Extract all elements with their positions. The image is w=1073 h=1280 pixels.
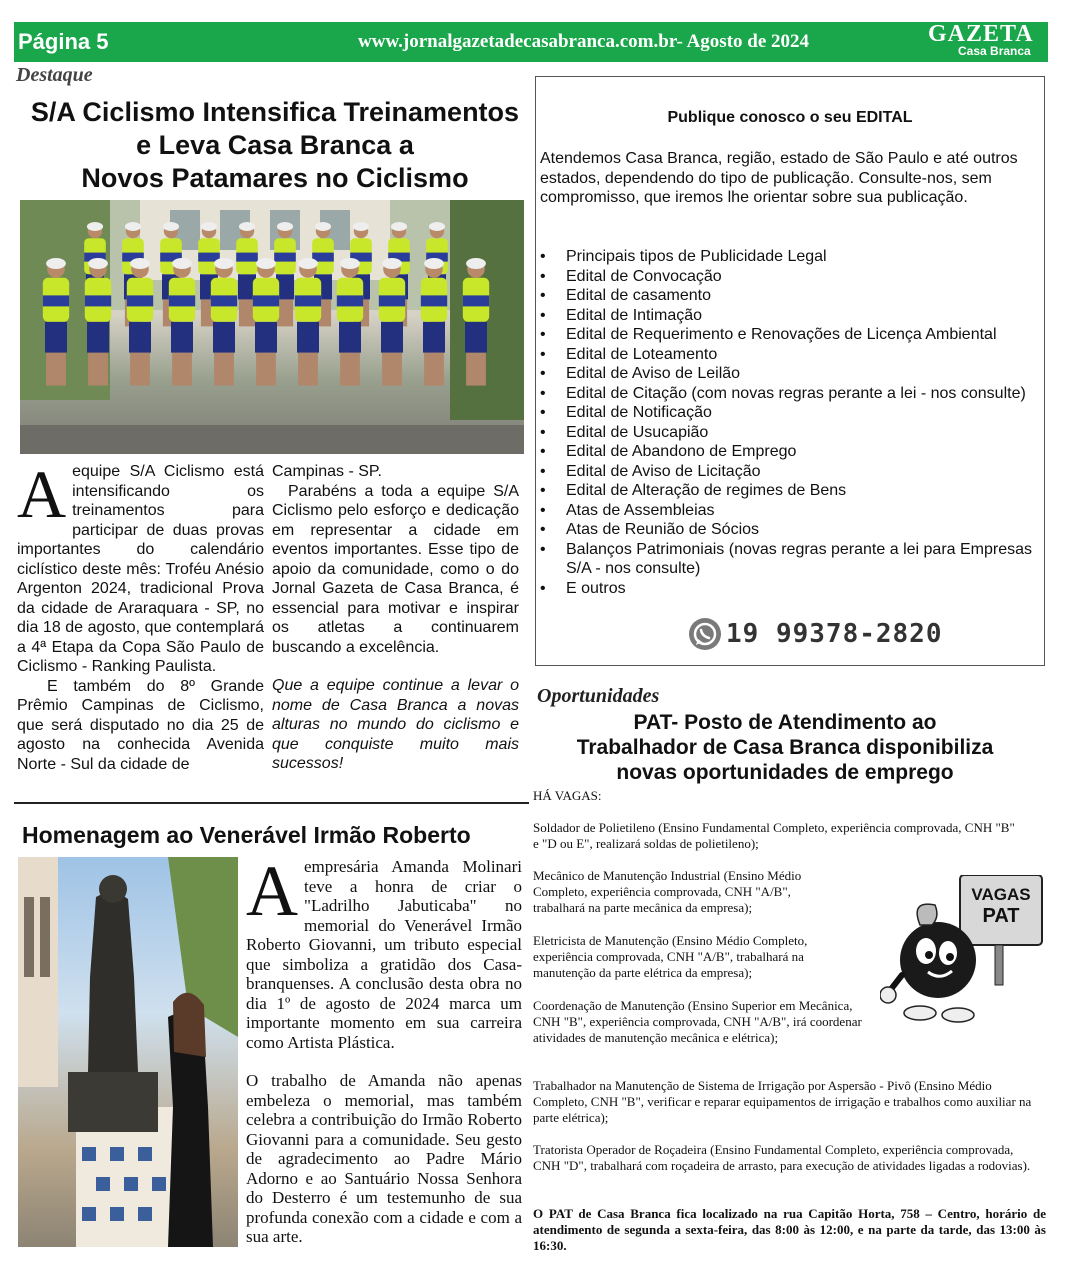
cyclist-figure bbox=[466, 353, 486, 386]
cyclist-figure bbox=[340, 258, 360, 269]
edital-list-item: • Edital de Notificação bbox=[540, 403, 1040, 423]
cyclist-figure bbox=[201, 222, 217, 231]
cyclist-figure bbox=[466, 258, 486, 269]
edital-list-item: • Edital de casamento bbox=[540, 286, 1040, 306]
cyclist-figure bbox=[214, 258, 234, 269]
cyclist-figure bbox=[353, 222, 369, 231]
edital-list-item: • Edital de Convocação bbox=[540, 267, 1040, 287]
cycling-paragraph-1: equipe S/A Ciclismo está intensificando os treinamentos para participar de duas provas importantes do calendário ciclístico deste mês: Troféu Anésio Argenton 2024, tradicional Prova da cidade de Araraquara - SP, no dia 18 de agosto, que contemplará a 4ª Etapa da Copa São Paulo de Ciclismo - Ranking Paulista. bbox=[17, 463, 264, 675]
ha-vagas-label: HÁ VAGAS: bbox=[533, 788, 602, 803]
page-header bbox=[14, 22, 1048, 62]
cyclist-figure bbox=[381, 322, 403, 353]
cyclist-figure bbox=[239, 222, 255, 231]
dropcap: A bbox=[246, 851, 298, 931]
cyclist-figure bbox=[298, 258, 318, 269]
edital-title: Publique conosco o seu EDITAL bbox=[667, 109, 913, 126]
edital-list-item: • Atas de Reunião de Sócios bbox=[540, 520, 1040, 540]
headline-line: e Leva Casa Branca a bbox=[136, 130, 414, 160]
homenagem-article bbox=[246, 851, 522, 1247]
edital-list-item: • Edital de Abandono de Emprego bbox=[540, 442, 1040, 462]
cyclist-figure bbox=[46, 258, 66, 269]
headline-line: PAT- Posto de Atendimento ao bbox=[633, 711, 937, 734]
cyclist-figure bbox=[339, 322, 361, 353]
memorial-illustration bbox=[18, 857, 238, 1247]
edital-list-item: • Atas de Assembleias bbox=[540, 501, 1040, 521]
cyclist-figure bbox=[463, 295, 489, 306]
cyclist-figure bbox=[340, 353, 360, 386]
edital-list-item: • Edital de Aviso de Licitação bbox=[540, 462, 1040, 482]
job-listing: Soldador de Polietileno (Ensino Fundamental Completo, experiência comprovada, CNH "B" e "D ou E", realizará soldas de polietileno); bbox=[533, 820, 1015, 851]
edital-list-item: • Principais tipos de Publicidade Legal bbox=[540, 247, 1040, 267]
logo-sub: Casa Branca bbox=[958, 44, 1031, 58]
cyclist-figure bbox=[172, 353, 192, 386]
cyclist-figure bbox=[277, 299, 293, 326]
cycling-closing-quote: Que a equipe continue a levar o nome de Casa Branca a novas alturas no mundo do ciclismo e que conquiste muito mais sucessos! bbox=[272, 677, 519, 772]
edital-list-item: • Edital de Requerimento e Renovações de Licença Ambiental bbox=[540, 325, 1040, 345]
edital-list-item: • Edital de Loteamento bbox=[540, 345, 1040, 365]
section-divider bbox=[14, 802, 529, 804]
cyclist-figure bbox=[213, 322, 235, 353]
cyclist-figure bbox=[88, 353, 108, 386]
edital-list-item: • Edital de Alteração de regimes de Bens bbox=[540, 481, 1040, 501]
headline-line: Novos Patamares no Ciclismo bbox=[81, 163, 469, 193]
cyclist-figure bbox=[421, 295, 447, 306]
cyclist-figure bbox=[423, 322, 445, 353]
section-label-destaque: Destaque bbox=[16, 64, 93, 86]
cyclist-figure bbox=[130, 258, 150, 269]
cyclist-figure bbox=[87, 222, 103, 231]
memorial-photo bbox=[18, 857, 238, 1247]
cyclist-figure bbox=[211, 295, 237, 306]
site-date-line[interactable]: www.jornalgazetadecasabranca.com.br- Agosto de 2024 bbox=[358, 31, 810, 52]
cyclist-figure bbox=[297, 322, 319, 353]
edital-intro: Atendemos Casa Branca, região, estado de São Paulo e até outros estados, dependendo do tipo de publicação. Consulte-nos, sem compromisso, que iremos lhe orientar sobre sua publicação. bbox=[540, 150, 1018, 206]
cyclist-figure bbox=[236, 253, 258, 262]
cyclist-figure bbox=[127, 295, 153, 306]
cyclist-figure bbox=[274, 253, 296, 262]
cyclist-figure bbox=[256, 258, 276, 269]
job-listing: Coordenação de Manutenção (Ensino Superior em Mecânica, CNH "B", experiência comprovada, CNH "A/B", irá coordenar atividades de manutenção mecânica e elétrica); bbox=[533, 998, 862, 1045]
cyclist-figure bbox=[337, 295, 363, 306]
cyclist-figure bbox=[169, 295, 195, 306]
pat-headline bbox=[532, 710, 1038, 785]
cyclist-figure bbox=[379, 295, 405, 306]
edital-list bbox=[540, 247, 1040, 598]
cycling-paragraph-3: Campinas - SP. bbox=[272, 463, 382, 480]
cycling-paragraph-4: Parabéns a toda a equipe S/A Ciclismo pelo esforço e dedicação em representar a cidade em eventos importantes. Esse tipo de apoio da comunidade, como o do Jornal Gazeta de Casa Branca, é essencial para motivar e inspirar os atletas a continuarem buscando a excelência. bbox=[272, 482, 519, 656]
cyclist-figure bbox=[239, 299, 255, 326]
section-label-oportunidades: Oportunidades bbox=[537, 685, 660, 707]
cycling-article-col2 bbox=[272, 462, 519, 774]
dropcap: A bbox=[17, 456, 67, 532]
headline-line: S/A Ciclismo Intensifica Treinamentos bbox=[30, 97, 520, 127]
cyclist-figure bbox=[255, 322, 277, 353]
cyclist-figure bbox=[130, 353, 150, 386]
page-number: Página 5 bbox=[18, 29, 109, 54]
cyclist-figure bbox=[298, 353, 318, 386]
cyclist-figure bbox=[87, 322, 109, 353]
cyclist-figure bbox=[295, 295, 321, 306]
cyclist-figure bbox=[171, 322, 193, 353]
cyclist-figure bbox=[382, 353, 402, 386]
cycling-headline bbox=[18, 96, 532, 195]
edital-list-item: • Edital de Intimação bbox=[540, 306, 1040, 326]
homenagem-paragraph-2: O trabalho de Amanda não apenas embeleza o memorial, mas também celebra a contribuição do Irmão Roberto Giovanni para a comunidade. Seu gesto de agradecimento ao Padre Mário Adorno e ao Santuário Nossa Senhora do Desterro é um testemunho de sua profunda conexão com a cidade e com a sua arte. bbox=[246, 1071, 522, 1246]
phone-number: 19 99378-2820 bbox=[726, 619, 943, 649]
newspaper-logo bbox=[918, 22, 1048, 62]
edital-list-item: • Balanços Patrimoniais (novas regras perante a lei para Empresas S/A - nos consulte) bbox=[540, 540, 1040, 579]
cyclist-figure bbox=[315, 222, 331, 231]
job-listing: Mecânico de Manutenção Industrial (Ensino Médio Completo, experiência comprovada, CNH "A/B", trabalhará na parte mecânica da empresa); bbox=[533, 868, 802, 915]
cyclist-figure bbox=[424, 353, 444, 386]
cyclist-figure bbox=[129, 322, 151, 353]
logo-main: GAZETA bbox=[928, 21, 1034, 47]
cyclist-figure bbox=[88, 258, 108, 269]
cyclist-figure bbox=[277, 222, 293, 231]
cycling-team-illustration bbox=[20, 200, 524, 454]
cyclist-figure bbox=[424, 258, 444, 269]
homenagem-paragraph-1: empresária Amanda Molinari teve a honra de criar o "Ladrilho Jabuticaba" no memorial do Venerável Irmão Roberto Giovanni, um tributo especial que simboliza a gratidão dos Casa-branquenses. A conclusão desta obra no dia 1º de agosto de 2024 marca um importante momento em sua carreira como Artista Plástica. bbox=[246, 857, 522, 1052]
job-listing: Eletricista de Manutenção (Ensino Médio Completo, experiência comprovada, CNH "A/B", trabalhará na manutenção da parte elétrica da empresa); bbox=[533, 933, 808, 980]
edital-list-item: • Edital de Usucapião bbox=[540, 423, 1040, 443]
headline-line: novas oportunidades de emprego bbox=[616, 761, 954, 784]
pat-sign-text: PAT bbox=[982, 905, 1020, 927]
cycling-paragraph-2: E também do 8º Grande Prêmio Campinas de Ciclismo, que será disputado no dia 25 de agosto na conhecida Avenida Norte - Sul da cidade de bbox=[17, 677, 264, 773]
cyclist-figure bbox=[382, 258, 402, 269]
cyclist-figure bbox=[256, 353, 276, 386]
cyclist-figure bbox=[43, 295, 69, 306]
cyclist-figure bbox=[391, 222, 407, 231]
whatsapp-icon bbox=[688, 617, 722, 651]
cyclist-figure bbox=[163, 222, 179, 231]
job-listing: Tratorista Operador de Roçadeira (Ensino Fundamental Completo, experiência comprovada, CNH "D", trabalhará com roçadeira de arrasto, para execução de atividades ligadas a rodovias). bbox=[533, 1142, 1031, 1173]
pat-address-hours: O PAT de Casa Branca fica localizado na rua Capitão Horta, 758 – Centro, horário de atendimento de segunda a sexta-feira, das 8:00 às 12:00, e na parte da tarde, das 13:00 às 16:30. bbox=[533, 1206, 1046, 1253]
cyclist-figure bbox=[253, 295, 279, 306]
cyclist-figure bbox=[45, 322, 67, 353]
edital-advertisement bbox=[535, 76, 1045, 666]
cycling-article-col1 bbox=[17, 456, 264, 774]
vagas-sign-text: VAGAS bbox=[971, 885, 1031, 904]
headline-line: Trabalhador de Casa Branca disponibiliza bbox=[576, 736, 994, 759]
cycling-team-photo bbox=[20, 200, 524, 454]
edital-list-item: • E outros bbox=[540, 579, 1040, 599]
cyclist-figure bbox=[214, 353, 234, 386]
cyclist-figure bbox=[465, 322, 487, 353]
cyclist-figure bbox=[429, 222, 445, 231]
job-listing: Trabalhador na Manutenção de Sistema de Irrigação por Aspersão - Pivô (Ensino Médio Completo, CNH "B", verificar e reparar equipamentos de irrigação e trabalhos como auxiliar na parte elétrica); bbox=[533, 1078, 1032, 1125]
edital-list-item: • Edital de Citação (com novas regras perante a lei - nos consulte) bbox=[540, 384, 1040, 404]
cyclist-figure bbox=[46, 353, 66, 386]
whatsapp-contact[interactable] bbox=[688, 617, 943, 651]
cyclist-figure bbox=[125, 222, 141, 231]
pat-mascot-illustration bbox=[880, 875, 1050, 1025]
cyclist-figure bbox=[85, 295, 111, 306]
cyclist-figure bbox=[172, 258, 192, 269]
homenagem-headline: Homenagem ao Venerável Irmão Roberto bbox=[22, 822, 471, 848]
edital-list-item: • Edital de Aviso de Leilão bbox=[540, 364, 1040, 384]
